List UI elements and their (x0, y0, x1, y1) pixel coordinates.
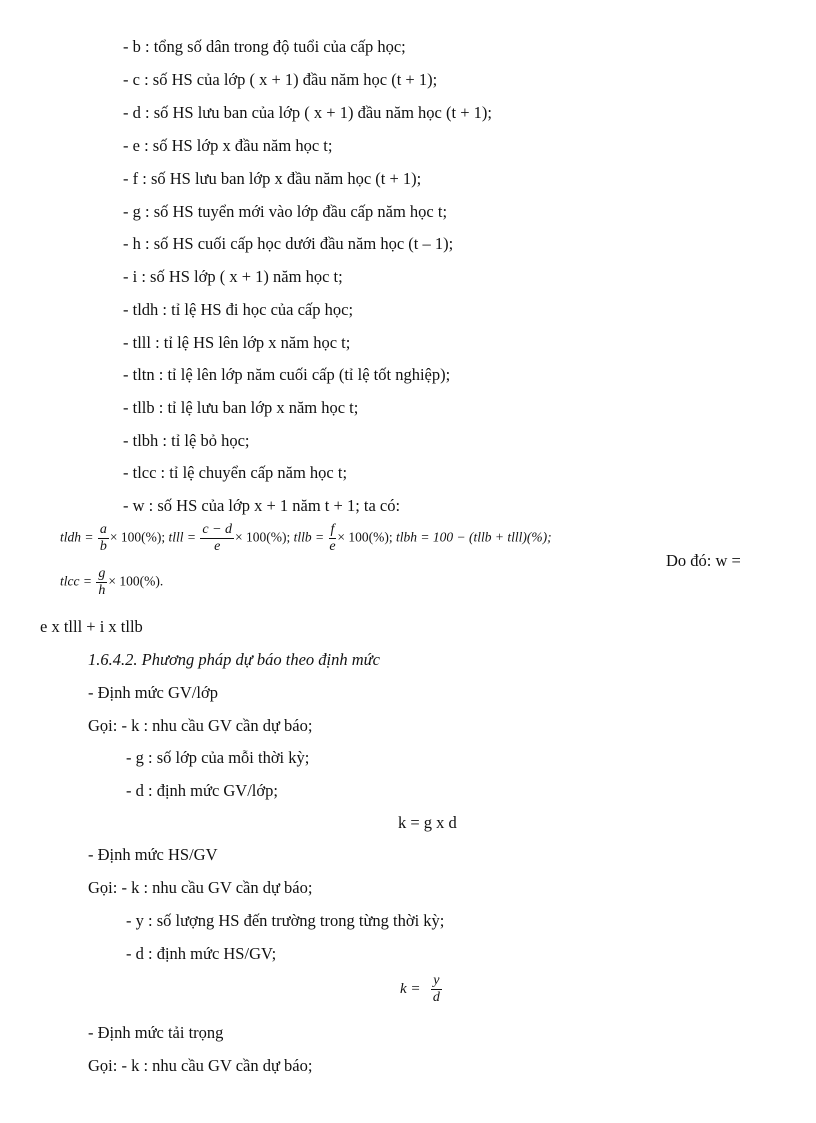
tldh-fraction (98, 522, 109, 555)
definition-tllb: - tllb : tỉ lệ lưu ban lớp x năm học t; (123, 398, 359, 417)
hs-gv-formula (400, 973, 443, 1006)
tllb-fraction (329, 522, 337, 555)
tldh-lhs: tldh = (60, 529, 94, 545)
gv-lop-title: - Định mức GV/lớp (88, 683, 218, 702)
tldh-denominator: b (99, 539, 107, 554)
w-expression: e x tlll + i x tllb (40, 617, 143, 636)
definition-w: - w : số HS của lớp x + 1 năm t + 1; ta có: (123, 496, 401, 515)
tlll-times: × 100(%); (235, 529, 291, 545)
hs-gv-fraction (431, 973, 441, 1006)
definition-c: - c : số HS của lớp ( x + 1) đầu năm học (t + 1); (123, 70, 438, 89)
formula-tlcc (60, 566, 163, 599)
section-heading: 1.6.4.2. Phương pháp dự báo theo định mức (88, 650, 380, 669)
tllb-denominator: e (329, 539, 336, 554)
gv-lop-d: - d : định mức GV/lớp; (126, 781, 278, 800)
tllb-times: × 100(%); (337, 529, 393, 545)
tlll-denominator: e (214, 539, 221, 554)
definition-b: - b : tổng số dân trong độ tuổi của cấp học; (123, 37, 406, 56)
definition-tlbh: - tlbh : tỉ lệ bỏ học; (123, 431, 250, 450)
tlcc-numerator: g (98, 566, 106, 581)
definition-tldh: - tldh : tỉ lệ HS đi học của cấp học; (123, 300, 354, 319)
tlcc-fraction (96, 566, 107, 599)
tlll-numerator: c − d (202, 522, 233, 537)
hs-gv-y: - y : số lượng HS đến trường trong từng thời kỳ; (126, 911, 445, 930)
tlll-fraction (200, 522, 234, 555)
hs-gv-denominator: d (432, 990, 440, 1005)
hs-gv-title: - Định mức HS/GV (88, 845, 218, 864)
gv-lop-formula: k = g x d (398, 813, 457, 832)
tllb-numerator: f (330, 522, 335, 537)
tai-trong-title: - Định mức tải trọng (88, 1023, 224, 1042)
definition-g: - g : số HS tuyển mới vào lớp đầu cấp năm học t; (123, 202, 448, 221)
definition-tltn: - tltn : tỉ lệ lên lớp năm cuối cấp (tỉ lệ tốt nghiệp); (123, 365, 451, 384)
hs-gv-lhs: k = (400, 980, 421, 997)
tlcc-denominator: h (98, 583, 106, 598)
definition-d: - d : số HS lưu ban của lớp ( x + 1) đầu năm học (t + 1); (123, 103, 492, 122)
hs-gv-d: - d : định mức HS/GV; (126, 944, 277, 963)
definition-f: - f : số HS lưu ban lớp x đầu năm học (t + 1); (123, 169, 422, 188)
do-do-label: Do đó: w = (666, 551, 741, 570)
definition-i: - i : số HS lớp ( x + 1) năm học t; (123, 267, 343, 286)
tldh-numerator: a (99, 522, 107, 537)
gv-lop-g: - g : số lớp của mỗi thời kỳ; (126, 748, 310, 767)
definition-h: - h : số HS cuối cấp học dưới đầu năm học (t – 1); (123, 234, 454, 253)
formula-rates (60, 522, 552, 555)
tllb-lhs: tllb = (293, 529, 325, 545)
tai-trong-k: Gọi: - k : nhu cầu GV cần dự báo; (88, 1056, 313, 1075)
definition-tlcc: - tlcc : tỉ lệ chuyển cấp năm học t; (123, 463, 348, 482)
gv-lop-k: Gọi: - k : nhu cầu GV cần dự báo; (88, 716, 313, 735)
tlcc-times: × 100(%). (108, 573, 164, 589)
tldh-times: × 100(%); (109, 529, 166, 545)
tlcc-lhs: tlcc = (60, 573, 92, 589)
tlbh-expression: tlbh = 100 − (tllb + tlll)(%); (396, 529, 552, 545)
hs-gv-k: Gọi: - k : nhu cầu GV cần dự báo; (88, 878, 313, 897)
definition-e: - e : số HS lớp x đầu năm học t; (123, 136, 333, 155)
tlll-lhs: tlll = (168, 529, 196, 545)
definition-tlll: - tlll : tỉ lệ HS lên lớp x năm học t; (123, 333, 351, 352)
hs-gv-numerator: y (433, 973, 440, 988)
